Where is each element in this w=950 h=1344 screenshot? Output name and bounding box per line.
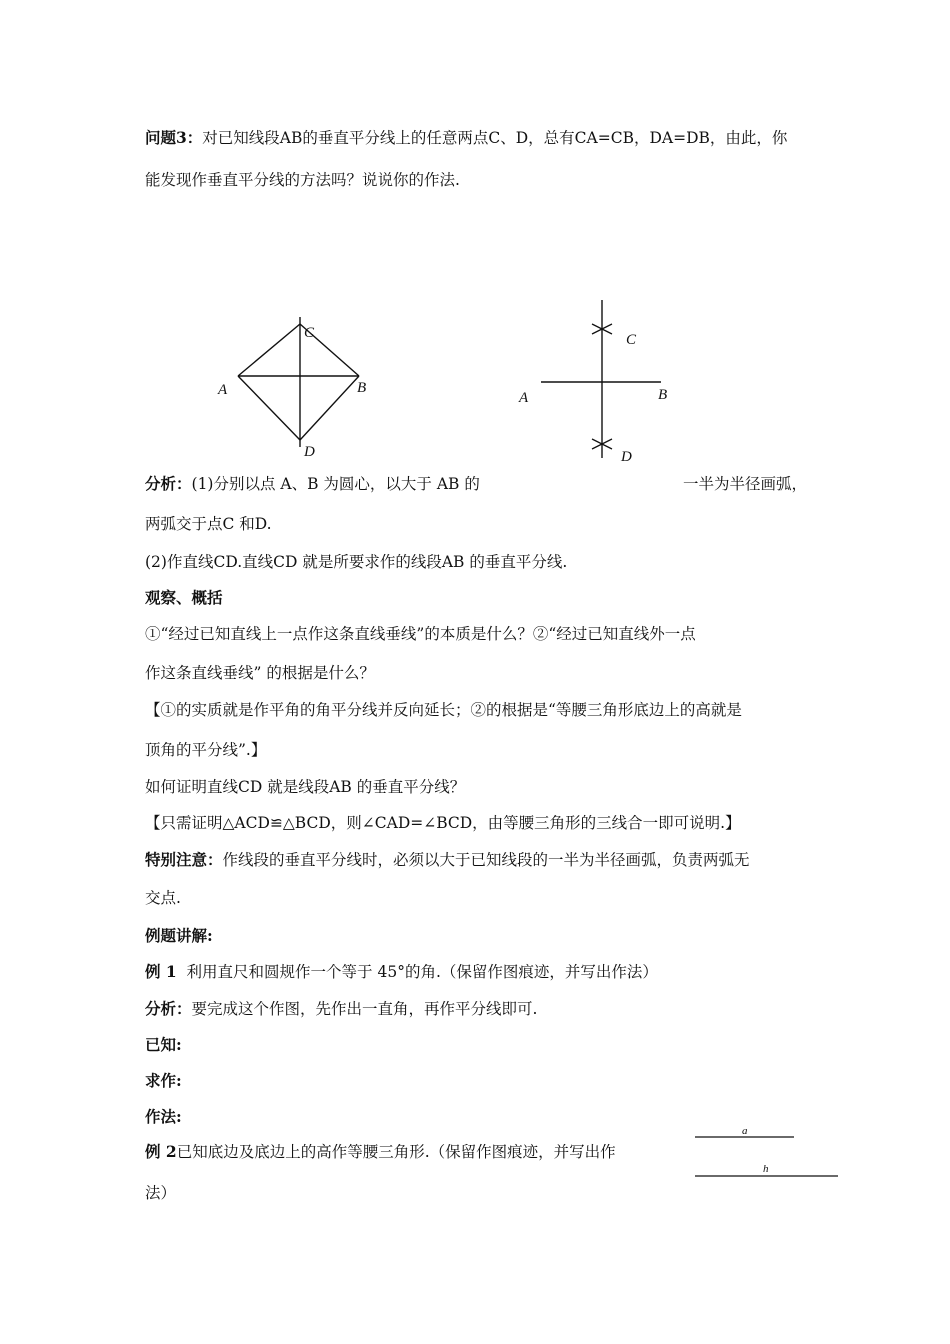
analysis-label: 分析： <box>145 474 192 493</box>
note-label: 特别注意： <box>145 850 223 869</box>
analysis-part-1c: 两弧交于点C 和D. <box>145 515 272 533</box>
note-line-1 <box>145 850 750 870</box>
example-1-analysis-text: 要完成这个作图，先作出一直角，再作平分线即可. <box>191 1000 538 1018</box>
observe-answer-line-2: 顶角的平分线”.】 <box>145 741 267 759</box>
segment-h-label: h <box>763 1163 769 1175</box>
bisector-label-a: A <box>519 390 529 406</box>
rhombus-label-a: A <box>218 382 228 398</box>
observe-answer-line-1: 【①的实质就是作平角的角平分线并反向延长；②的根据是“等腰三角形底边上的高就是 <box>145 701 742 719</box>
analysis-part-1a: (1)分别以点 A、B 为圆心，以大于 AB 的 <box>191 475 480 493</box>
segment-a-label: a <box>742 1125 748 1137</box>
question-3-line-1 <box>145 128 787 148</box>
analysis-part-2: (2)作直线CD.直线CD 就是所要求作的线段AB 的垂直平分线. <box>145 553 568 571</box>
note-text-2: 交点. <box>145 889 181 907</box>
known-label: 已知: <box>145 1035 182 1054</box>
observe-heading: 观察、概括 <box>145 588 223 607</box>
example-2-label: 例 2 <box>145 1142 177 1161</box>
given-segments <box>690 1122 845 1182</box>
proof-answer: 【只需证明△ACD≌△BCD，则∠CAD=∠BCD，由等腰三角形的三线合一即可说明.】 <box>145 814 741 832</box>
note-text-1: 作线段的垂直平分线时，必须以大于已知线段的一半为半径画弧，负责两弧无 <box>222 851 750 869</box>
rhombus-label-b: B <box>357 380 367 396</box>
rhombus-label-c: C <box>304 325 315 341</box>
proof-question: 如何证明直线CD 就是线段AB 的垂直平分线？ <box>145 778 466 796</box>
example-2-text-2: 法） <box>145 1184 177 1202</box>
question-3-text-2: 能发现作垂直平分线的方法吗？说说你的作法. <box>145 171 460 189</box>
find-label: 求作: <box>145 1071 182 1090</box>
analysis-line-1 <box>145 474 480 494</box>
bisector-label-b: B <box>658 387 668 403</box>
example-1-analysis-label: 分析： <box>145 999 192 1018</box>
question-3-label: 问题3： <box>145 128 203 147</box>
example-1-analysis <box>145 999 537 1019</box>
method-label: 作法: <box>145 1107 182 1126</box>
rhombus-label-d: D <box>304 444 315 460</box>
question-3-text-1: 对已知线段AB的垂直平分线上的任意两点C、D，总有CA=CB，DA=DB，由此，你 <box>202 129 788 147</box>
observe-question-line-2: 作这条直线垂线” 的根据是什么？ <box>145 664 375 682</box>
rhombus-figure <box>210 315 380 465</box>
examples-heading: 例题讲解: <box>145 926 213 945</box>
bisector-label-c: C <box>626 332 637 348</box>
example-1-label: 例 1 <box>145 962 177 981</box>
example-2 <box>145 1142 616 1162</box>
observe-question-line-1: ①“经过已知直线上一点作这条直线垂线”的本质是什么？②“经过已知直线外一点 <box>145 625 696 643</box>
bisector-label-d: D <box>621 449 632 465</box>
example-1-text: 利用直尺和圆规作一个等于 45°的角.（保留作图痕迹，并写出作法） <box>176 963 658 981</box>
bisector-figure <box>510 298 690 470</box>
analysis-part-1b: 一半为半径画弧， <box>683 475 808 493</box>
example-2-text: 已知底边及底边上的高作等腰三角形.（保留作图痕迹，并写出作 <box>176 1143 616 1161</box>
example-1 <box>145 962 658 982</box>
